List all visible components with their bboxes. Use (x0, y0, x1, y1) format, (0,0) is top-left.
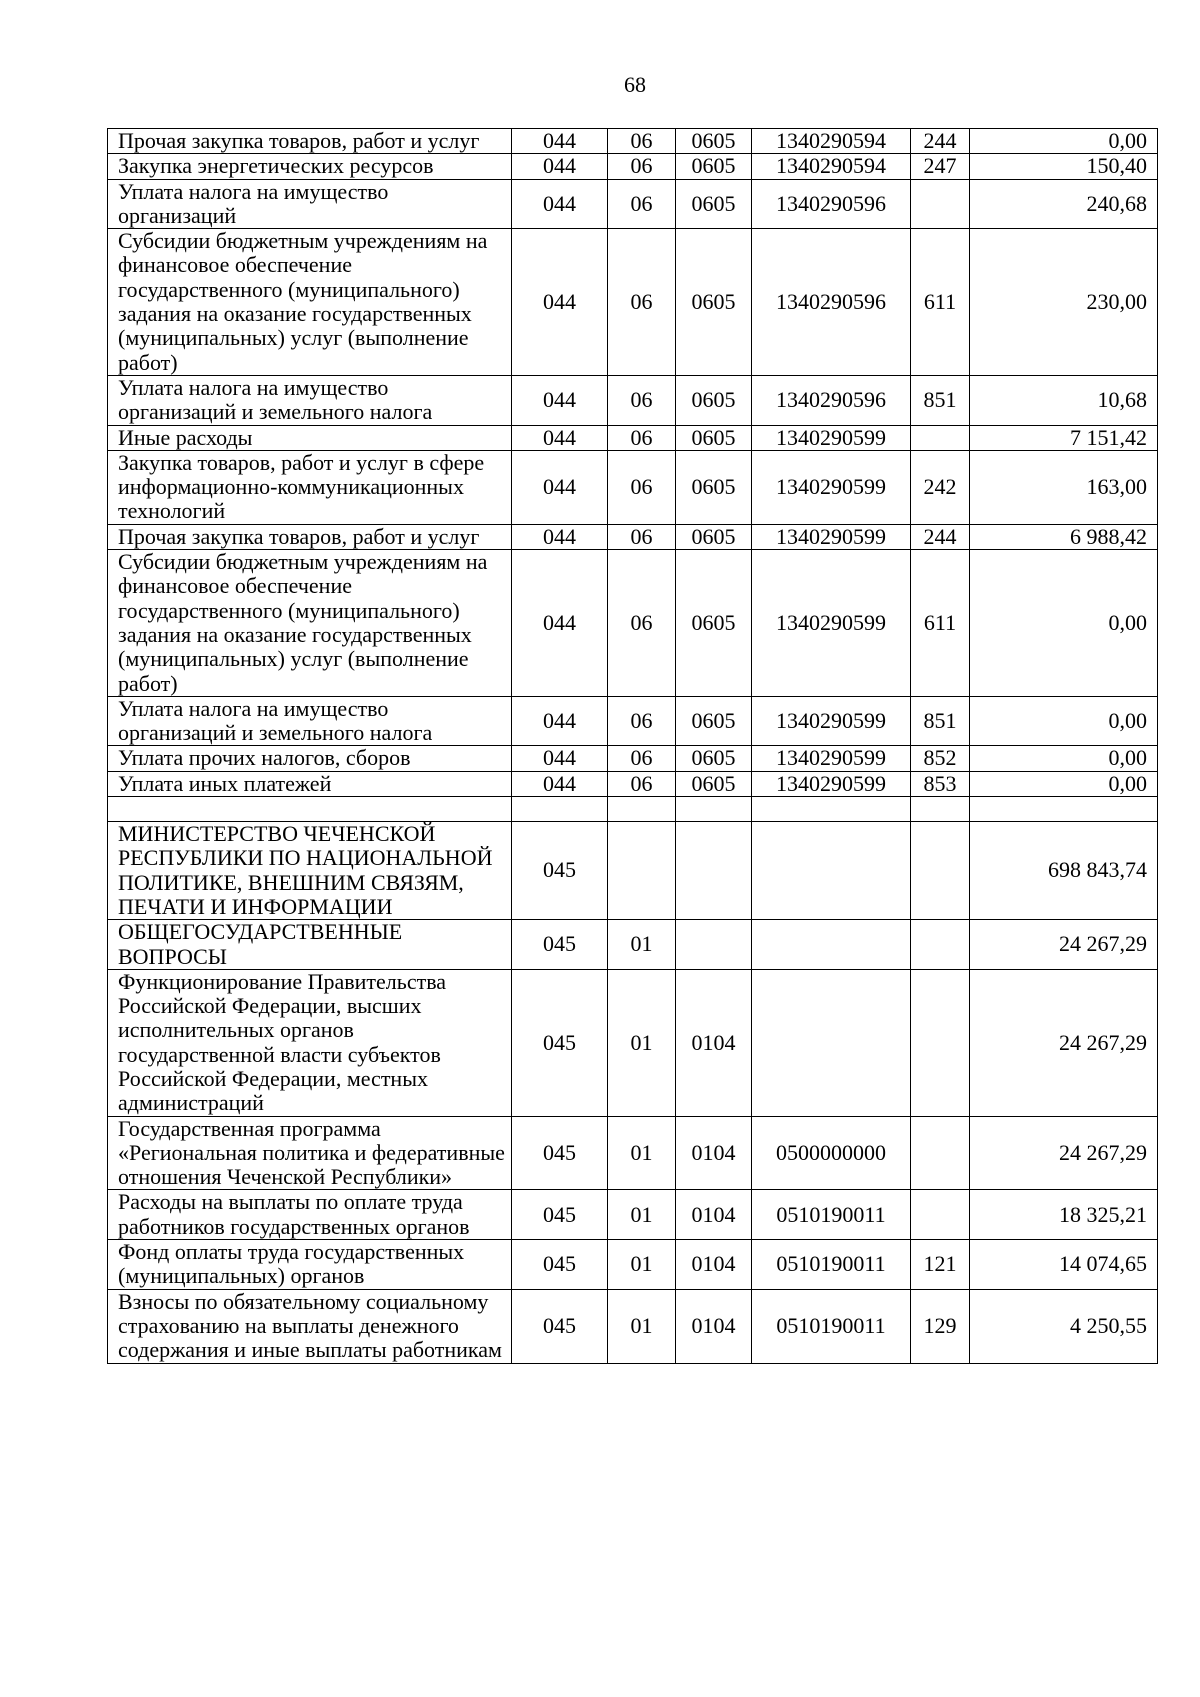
row-ved: 044 (512, 425, 608, 450)
table-row (108, 425, 1158, 450)
row-csr: 0500000000 (752, 1116, 911, 1190)
row-ved: 044 (512, 154, 608, 179)
row-name: Функционирование Правительства Российской Федерации, высших исполнительных органов государственной власти субъектов Российской Федерации, местных администраций (108, 969, 512, 1116)
row-pr: 0104 (676, 969, 752, 1116)
row-ved: 044 (512, 129, 608, 154)
row-csr: 1340290599 (752, 425, 911, 450)
row-amount: 0,00 (970, 129, 1158, 154)
row-vr: 611 (911, 229, 970, 376)
row-csr: 0510190011 (752, 1289, 911, 1363)
row-csr: 1340290596 (752, 179, 911, 229)
table-row (108, 524, 1158, 549)
row-amount: 24 267,29 (970, 969, 1158, 1116)
row-pr: 0605 (676, 524, 752, 549)
row-amount: 230,00 (970, 229, 1158, 376)
row-csr: 1340290599 (752, 746, 911, 771)
row-csr: 1340290599 (752, 771, 911, 796)
row-vr: 852 (911, 746, 970, 771)
row-pr: 0104 (676, 1289, 752, 1363)
row-ved: 045 (512, 1116, 608, 1190)
row-csr: 1340290599 (752, 550, 911, 697)
row-ved: 045 (512, 920, 608, 970)
row-ved: 044 (512, 450, 608, 524)
row-rz: 06 (608, 375, 676, 425)
row-name: Расходы на выплаты по оплате труда работников государственных органов (108, 1190, 512, 1240)
row-amount: 10,68 (970, 375, 1158, 425)
row-rz: 06 (608, 129, 676, 154)
table-row (108, 129, 1158, 154)
row-ved: 044 (512, 771, 608, 796)
row-vr: 244 (911, 129, 970, 154)
row-amount (970, 797, 1158, 822)
row-name: Субсидии бюджетным учреждениям на финансовое обеспечение государственного (муниципального) задания на оказание государственных (муниципальных) услуг (выполнение работ) (108, 229, 512, 376)
row-csr: 1340290599 (752, 696, 911, 746)
row-pr: 0605 (676, 179, 752, 229)
table-row (108, 550, 1158, 697)
table-row (108, 450, 1158, 524)
table-row (108, 375, 1158, 425)
row-amount: 0,00 (970, 746, 1158, 771)
row-vr (911, 1190, 970, 1240)
row-pr: 0104 (676, 1190, 752, 1240)
table-row (108, 1289, 1158, 1363)
table-row (108, 1116, 1158, 1190)
row-ved: 044 (512, 550, 608, 697)
row-ved: 044 (512, 696, 608, 746)
row-ved: 044 (512, 375, 608, 425)
row-rz: 06 (608, 771, 676, 796)
row-rz: 01 (608, 969, 676, 1116)
row-rz (608, 822, 676, 920)
row-rz (608, 797, 676, 822)
row-amount: 0,00 (970, 696, 1158, 746)
row-rz: 06 (608, 179, 676, 229)
row-name: Взносы по обязательному социальному страхованию на выплаты денежного содержания и иные выплаты работникам (108, 1289, 512, 1363)
row-name: Уплата налога на имущество организаций и земельного налога (108, 375, 512, 425)
row-rz: 06 (608, 229, 676, 376)
row-amount: 14 074,65 (970, 1240, 1158, 1290)
row-amount: 240,68 (970, 179, 1158, 229)
table-row (108, 229, 1158, 376)
row-name: Уплата налога на имущество организаций и земельного налога (108, 696, 512, 746)
row-pr: 0605 (676, 375, 752, 425)
row-rz: 06 (608, 550, 676, 697)
row-amount: 4 250,55 (970, 1289, 1158, 1363)
table-row (108, 696, 1158, 746)
row-pr: 0104 (676, 1240, 752, 1290)
row-vr: 247 (911, 154, 970, 179)
row-ved: 044 (512, 746, 608, 771)
empty-row (108, 797, 1158, 822)
row-rz: 06 (608, 524, 676, 549)
row-amount: 0,00 (970, 550, 1158, 697)
row-vr (911, 1116, 970, 1190)
row-csr (752, 920, 911, 970)
row-csr (752, 822, 911, 920)
row-ved: 045 (512, 1289, 608, 1363)
page-number: 68 (624, 72, 646, 97)
row-name: Закупка энергетических ресурсов (108, 154, 512, 179)
row-vr: 121 (911, 1240, 970, 1290)
row-vr: 851 (911, 696, 970, 746)
row-amount: 24 267,29 (970, 1116, 1158, 1190)
row-csr (752, 797, 911, 822)
row-pr: 0104 (676, 1116, 752, 1190)
table-row (108, 969, 1158, 1116)
row-csr: 0510190011 (752, 1240, 911, 1290)
row-rz: 01 (608, 1240, 676, 1290)
row-amount: 18 325,21 (970, 1190, 1158, 1240)
row-name: Прочая закупка товаров, работ и услуг (108, 129, 512, 154)
row-vr (911, 797, 970, 822)
row-vr (911, 179, 970, 229)
row-csr: 1340290594 (752, 154, 911, 179)
row-pr (676, 822, 752, 920)
row-csr: 1340290594 (752, 129, 911, 154)
row-name: Фонд оплаты труда государственных (муниципальных) органов (108, 1240, 512, 1290)
row-rz: 01 (608, 1190, 676, 1240)
row-amount: 7 151,42 (970, 425, 1158, 450)
row-amount: 0,00 (970, 771, 1158, 796)
row-pr: 0605 (676, 771, 752, 796)
row-rz: 06 (608, 746, 676, 771)
row-name: Государственная программа «Региональная политика и федеративные отношения Чеченской Республики» (108, 1116, 512, 1190)
row-pr: 0605 (676, 746, 752, 771)
row-amount: 24 267,29 (970, 920, 1158, 970)
row-vr: 242 (911, 450, 970, 524)
row-ved: 045 (512, 822, 608, 920)
row-ved: 045 (512, 969, 608, 1116)
row-name: Субсидии бюджетным учреждениям на финансовое обеспечение государственного (муниципального) задания на оказание государственных (муниципальных) услуг (выполнение работ) (108, 550, 512, 697)
row-csr: 0510190011 (752, 1190, 911, 1240)
row-csr: 1340290599 (752, 524, 911, 549)
row-amount: 163,00 (970, 450, 1158, 524)
row-rz: 01 (608, 920, 676, 970)
table-row (108, 771, 1158, 796)
table-row (108, 1240, 1158, 1290)
row-name: Уплата прочих налогов, сборов (108, 746, 512, 771)
row-rz: 06 (608, 154, 676, 179)
row-csr (752, 969, 911, 1116)
row-pr: 0605 (676, 129, 752, 154)
row-csr: 1340290599 (752, 450, 911, 524)
row-pr: 0605 (676, 229, 752, 376)
budget-table (107, 128, 1158, 1364)
row-ved: 045 (512, 1240, 608, 1290)
row-vr: 244 (911, 524, 970, 549)
row-ved: 044 (512, 524, 608, 549)
row-vr (911, 425, 970, 450)
row-ved (512, 797, 608, 822)
row-pr: 0605 (676, 425, 752, 450)
row-name (108, 797, 512, 822)
row-csr: 1340290596 (752, 229, 911, 376)
row-pr: 0605 (676, 450, 752, 524)
row-name: МИНИСТЕРСТВО ЧЕЧЕНСКОЙ РЕСПУБЛИКИ ПО НАЦИОНАЛЬНОЙ ПОЛИТИКЕ, ВНЕШНИМ СВЯЗЯМ, ПЕЧАТИ И ИНФОРМАЦИИ (108, 822, 512, 920)
row-vr (911, 822, 970, 920)
row-vr: 853 (911, 771, 970, 796)
row-pr: 0605 (676, 154, 752, 179)
row-rz: 06 (608, 450, 676, 524)
row-vr (911, 920, 970, 970)
table-row (108, 154, 1158, 179)
row-rz: 06 (608, 696, 676, 746)
row-rz: 01 (608, 1289, 676, 1363)
table-row (108, 746, 1158, 771)
row-vr: 851 (911, 375, 970, 425)
row-pr (676, 920, 752, 970)
row-pr: 0605 (676, 550, 752, 697)
row-ved: 044 (512, 179, 608, 229)
row-amount: 150,40 (970, 154, 1158, 179)
row-rz: 01 (608, 1116, 676, 1190)
row-rz: 06 (608, 425, 676, 450)
row-name: Уплата иных платежей (108, 771, 512, 796)
row-vr: 611 (911, 550, 970, 697)
budget-table-body (108, 129, 1158, 1364)
row-amount: 6 988,42 (970, 524, 1158, 549)
table-row (108, 920, 1158, 970)
row-pr: 0605 (676, 696, 752, 746)
row-amount: 698 843,74 (970, 822, 1158, 920)
row-vr (911, 969, 970, 1116)
row-name: ОБЩЕГОСУДАРСТВЕННЫЕ ВОПРОСЫ (108, 920, 512, 970)
row-csr: 1340290596 (752, 375, 911, 425)
row-name: Закупка товаров, работ и услуг в сфере информационно-коммуникационных технологий (108, 450, 512, 524)
row-name: Прочая закупка товаров, работ и услуг (108, 524, 512, 549)
row-vr: 129 (911, 1289, 970, 1363)
row-ved: 045 (512, 1190, 608, 1240)
row-name: Иные расходы (108, 425, 512, 450)
table-row (108, 822, 1158, 920)
table-row (108, 179, 1158, 229)
row-pr (676, 797, 752, 822)
row-name: Уплата налога на имущество организаций (108, 179, 512, 229)
row-ved: 044 (512, 229, 608, 376)
table-row (108, 1190, 1158, 1240)
